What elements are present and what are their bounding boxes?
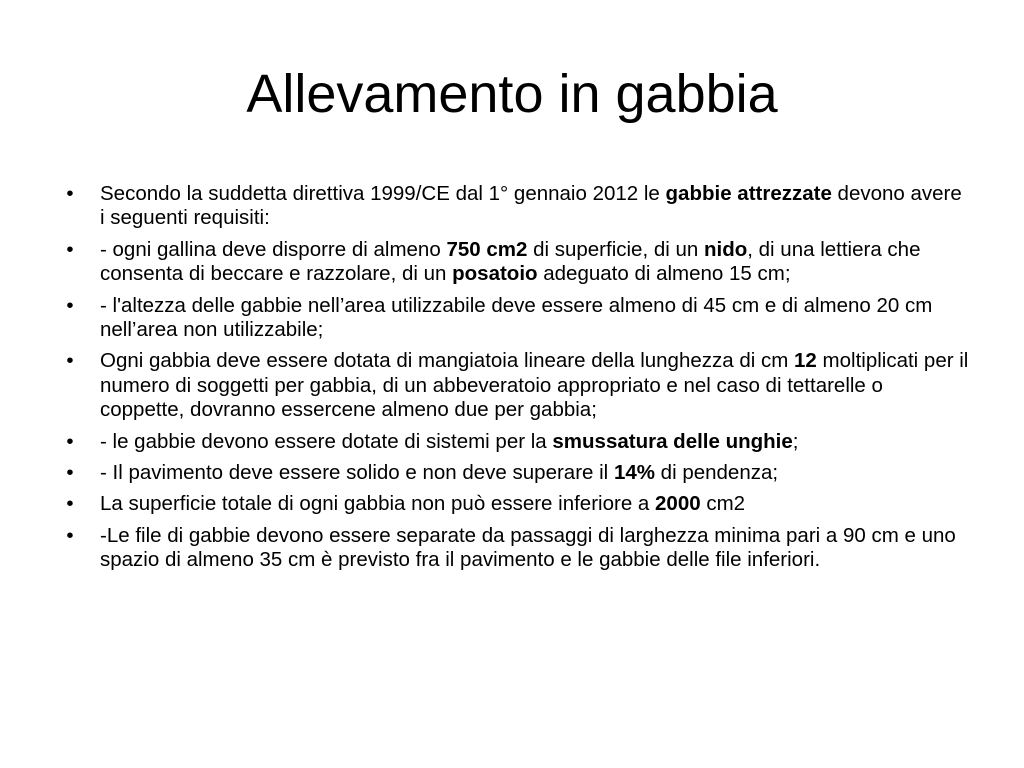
bold-text: 2000 (655, 492, 701, 516)
bold-text: nido (704, 237, 748, 261)
bullet-dot: • (66, 237, 74, 261)
bullet-item (60, 430, 970, 454)
text-run: , di una lettiera che consenta di beccare e razzolare, di un (100, 237, 921, 286)
text-run: devono avere i seguenti requisiti: (100, 182, 962, 230)
bullet-text (100, 430, 798, 453)
bullet-text (100, 349, 968, 421)
text-run: Secondo la suddetta direttiva 1999/CE dal 1° gennaio 2012 le (100, 182, 666, 205)
bullet-text (100, 294, 932, 341)
bold-text: posatoio (452, 262, 538, 286)
bullet-dot: • (66, 461, 74, 485)
text-run: -Le file di gabbie devono essere separate da passaggi di larghezza minima pari a 90 cm e uno spazio di almeno 35 cm è previsto fra il pavimento e le gabbie delle file inferiori. (100, 523, 956, 572)
bullet-item (60, 461, 970, 485)
bullet-item (60, 492, 970, 516)
text-run: cm2 (700, 492, 746, 516)
text-run: Ogni gabbia deve essere dotata di mangiatoia lineare della lunghezza di cm (100, 349, 795, 373)
text-run: - le gabbie devono essere dotate di sistemi per la (100, 429, 553, 453)
bullet-text (100, 492, 745, 515)
text-run: adeguato di almeno 15 cm; (537, 262, 791, 286)
bullet-text (100, 524, 956, 571)
bullet-text (100, 238, 921, 285)
text-run: - Il pavimento deve essere solido e non deve superare il (100, 461, 614, 485)
text-run: La superficie totale di ogni gabbia non può essere inferiore a (100, 492, 656, 516)
text-run: moltiplicati per il numero di soggetti per gabbia, di un abbeveratoio appropriato e nel caso di tettarelle o coppette, dovranno essercene almeno due per gabbia; (100, 349, 969, 422)
bullet-dot: • (66, 429, 74, 453)
text-run: - l'altezza delle gabbie nell’area utilizzabile deve essere almeno di 45 cm e di almeno 20 cm nell’area non utilizzabile; (100, 293, 933, 342)
bullet-dot: • (66, 182, 74, 205)
bullet-dot: • (66, 492, 74, 516)
bold-text: 12 (794, 349, 817, 373)
bullet-list (60, 182, 970, 580)
bullet-text (100, 461, 778, 484)
bold-text: gabbie attrezzate (665, 182, 832, 205)
text-run: - ogni gallina deve disporre di almeno (100, 237, 447, 261)
bullet-item (60, 524, 970, 573)
bold-text: 14% (613, 461, 655, 485)
bullet-dot: • (66, 523, 74, 547)
bold-text: smussatura delle unghie (552, 429, 793, 453)
text-run: di superficie, di un (527, 237, 704, 261)
bullet-dot: • (66, 293, 74, 317)
bullet-item (60, 238, 970, 287)
slide-title: Allevamento in gabbia (246, 64, 778, 124)
bullet-item (60, 294, 970, 343)
bullet-item (60, 182, 970, 231)
text-run: di pendenza; (654, 461, 779, 485)
bullet-text (100, 182, 962, 229)
bullet-dot: • (66, 349, 74, 373)
bold-text: 750 cm2 (446, 237, 528, 261)
text-run: ; (792, 429, 799, 453)
bullet-item (60, 349, 970, 422)
